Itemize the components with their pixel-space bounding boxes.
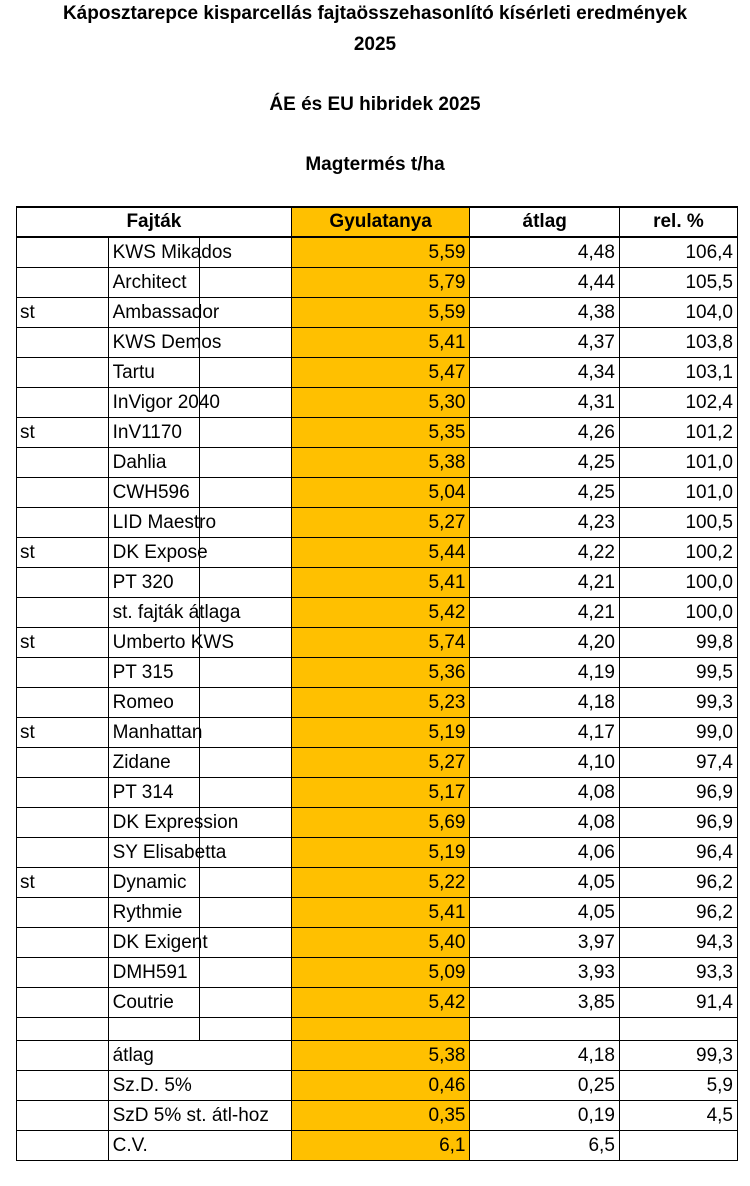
table-row [17,808,738,838]
table-row [17,838,738,868]
variety-name: DK Exigent [108,928,200,958]
summary-row [17,1131,738,1161]
standard-marker [17,448,109,478]
blank-cell [17,1041,109,1071]
rel-value: 106,4 [619,237,737,268]
summary-label: Sz.D. 5% [108,1071,291,1101]
atlag-value: 4,21 [470,598,619,628]
atlag-value: 3,85 [470,988,619,1018]
atlag-value: 4,34 [470,358,619,388]
standard-marker [17,688,109,718]
variety-name: PT 314 [108,778,200,808]
rel-value: 96,9 [619,808,737,838]
table-row [17,568,738,598]
standard-marker [17,237,109,268]
atlag-value: 3,97 [470,928,619,958]
standard-marker: st [17,628,109,658]
variety-name: SY Elisabetta [108,838,200,868]
table-row [17,237,738,268]
spacer-row [17,1018,738,1041]
variety-name: Umberto KWS [108,628,200,658]
blank-cell [200,538,292,568]
empty-cell [291,1018,470,1041]
standard-marker [17,598,109,628]
atlag-value: 4,05 [470,868,619,898]
summary-label: C.V. [108,1131,291,1161]
atlag-value: 4,18 [470,688,619,718]
table-row [17,778,738,808]
rel-value: 103,1 [619,358,737,388]
atlag-value: 4,31 [470,388,619,418]
rel-value: 100,2 [619,538,737,568]
standard-marker: st [17,538,109,568]
rel-value: 97,4 [619,748,737,778]
table-row [17,508,738,538]
variety-name: KWS Mikados [108,237,200,268]
summary-label: átlag [108,1041,291,1071]
blank-cell [200,868,292,898]
empty-cell [470,1018,619,1041]
variety-name: Rythmie [108,898,200,928]
variety-name: Zidane [108,748,200,778]
variety-name: PT 320 [108,568,200,598]
atlag-value: 4,23 [470,508,619,538]
atlag-value: 6,5 [470,1131,619,1161]
gyulatanya-value: 5,04 [291,478,470,508]
page-subtitle: ÁE és EU hibridek 2025 [269,94,481,115]
standard-marker [17,748,109,778]
atlag-value: 4,08 [470,778,619,808]
gyulatanya-value: 5,41 [291,898,470,928]
standard-marker [17,808,109,838]
standard-marker [17,928,109,958]
variety-name: Romeo [108,688,200,718]
page-title: Káposztarepce kisparcellás fajtaösszehasonlító kísérleti eredmények [62,3,688,24]
gyulatanya-value: 5,09 [291,958,470,988]
table-row [17,958,738,988]
rel-value: 96,9 [619,778,737,808]
table-row [17,358,738,388]
rel-value: 100,0 [619,568,737,598]
variety-name: Manhattan [108,718,200,748]
unit-title: Magtermés t/ha [305,154,445,175]
atlag-value: 4,22 [470,538,619,568]
table-row [17,868,738,898]
rel-value: 96,2 [619,868,737,898]
rel-value [619,1131,737,1161]
empty-cell [108,1018,200,1041]
gyulatanya-value: 5,27 [291,508,470,538]
table-row [17,298,738,328]
blank-cell [200,418,292,448]
empty-cell [200,1018,292,1041]
rel-value: 91,4 [619,988,737,1018]
atlag-value: 4,10 [470,748,619,778]
standard-marker: st [17,418,109,448]
gyulatanya-value: 5,27 [291,748,470,778]
table-row [17,688,738,718]
table-row [17,538,738,568]
variety-name: DK Expose [108,538,200,568]
rel-value: 105,5 [619,268,737,298]
rel-value: 104,0 [619,298,737,328]
rel-value: 102,4 [619,388,737,418]
gyulatanya-value: 5,23 [291,688,470,718]
standard-marker [17,778,109,808]
atlag-value: 4,18 [470,1041,619,1071]
variety-name: PT 315 [108,658,200,688]
empty-cell [17,1018,109,1041]
rel-value: 101,2 [619,418,737,448]
rel-value: 93,3 [619,958,737,988]
gyulatanya-value: 5,36 [291,658,470,688]
variety-name: Coutrie [108,988,200,1018]
atlag-value: 4,06 [470,838,619,868]
rel-value: 99,8 [619,628,737,658]
table-row [17,718,738,748]
table-body [17,237,738,1161]
variety-name: InVigor 2040 [108,388,200,418]
column-header-rel: rel. % [619,207,737,237]
blank-cell [200,448,292,478]
table-row [17,448,738,478]
blank-cell [200,718,292,748]
variety-name: KWS Demos [108,328,200,358]
empty-cell [619,1018,737,1041]
blank-cell [17,1101,109,1131]
variety-name: CWH596 [108,478,200,508]
table-row [17,268,738,298]
rel-value: 99,3 [619,688,737,718]
gyulatanya-value: 5,42 [291,988,470,1018]
standard-marker [17,658,109,688]
table-row [17,628,738,658]
rel-value: 5,9 [619,1071,737,1101]
standard-marker [17,568,109,598]
column-header-atlag: átlag [470,207,619,237]
table-row [17,418,738,448]
variety-name: Dynamic [108,868,200,898]
variety-name: Ambassador [108,298,200,328]
rel-value: 99,0 [619,718,737,748]
variety-name: Dahlia [108,448,200,478]
blank-cell [200,778,292,808]
rel-value: 96,4 [619,838,737,868]
summary-row [17,1041,738,1071]
table-row [17,658,738,688]
atlag-value: 4,25 [470,448,619,478]
variety-name: Architect [108,268,200,298]
atlag-value: 4,38 [470,298,619,328]
summary-row [17,1101,738,1131]
blank-cell [200,358,292,388]
blank-cell [200,268,292,298]
rel-value: 99,5 [619,658,737,688]
variety-name: st. fajták átlaga [108,598,200,628]
rel-value: 100,0 [619,598,737,628]
standard-marker: st [17,718,109,748]
gyulatanya-value: 5,41 [291,328,470,358]
variety-name: LID Maestro [108,508,200,538]
atlag-value: 0,19 [470,1101,619,1131]
standard-marker [17,358,109,388]
standard-marker [17,508,109,538]
table-row [17,748,738,778]
variety-name: Tartu [108,358,200,388]
standard-marker: st [17,868,109,898]
blank-cell [200,748,292,778]
blank-cell [200,928,292,958]
rel-value: 101,0 [619,448,737,478]
gyulatanya-value: 5,59 [291,298,470,328]
gyulatanya-value: 5,42 [291,598,470,628]
rel-value: 100,5 [619,508,737,538]
atlag-value: 4,25 [470,478,619,508]
atlag-value: 4,05 [470,898,619,928]
blank-cell [17,1131,109,1161]
standard-marker [17,388,109,418]
summary-row [17,1071,738,1101]
rel-value: 103,8 [619,328,737,358]
column-header-fajtak: Fajták [17,207,292,237]
gyulatanya-value: 0,46 [291,1071,470,1101]
standard-marker [17,328,109,358]
header-row [17,207,738,237]
standard-marker [17,988,109,1018]
rel-value: 4,5 [619,1101,737,1131]
atlag-value: 4,08 [470,808,619,838]
atlag-value: 4,48 [470,237,619,268]
atlag-value: 4,26 [470,418,619,448]
table-row [17,328,738,358]
gyulatanya-value: 5,19 [291,838,470,868]
gyulatanya-value: 5,40 [291,928,470,958]
variety-name: DMH591 [108,958,200,988]
blank-cell [200,958,292,988]
gyulatanya-value: 5,69 [291,808,470,838]
standard-marker [17,838,109,868]
atlag-value: 4,37 [470,328,619,358]
standard-marker [17,268,109,298]
atlag-value: 4,19 [470,658,619,688]
results-table [16,206,738,1161]
gyulatanya-value: 5,38 [291,448,470,478]
gyulatanya-value: 5,19 [291,718,470,748]
blank-cell [200,478,292,508]
atlag-value: 4,20 [470,628,619,658]
summary-label: SzD 5% st. átl-hoz [108,1101,291,1131]
gyulatanya-value: 0,35 [291,1101,470,1131]
rel-value: 96,2 [619,898,737,928]
atlag-value: 3,93 [470,958,619,988]
gyulatanya-value: 5,74 [291,628,470,658]
rel-value: 99,3 [619,1041,737,1071]
table-row [17,478,738,508]
atlag-value: 0,25 [470,1071,619,1101]
gyulatanya-value: 5,44 [291,538,470,568]
column-header-gyulatanya: Gyulatanya [291,207,470,237]
rel-value: 94,3 [619,928,737,958]
atlag-value: 4,17 [470,718,619,748]
gyulatanya-value: 5,41 [291,568,470,598]
standard-marker: st [17,298,109,328]
blank-cell [17,1071,109,1101]
atlag-value: 4,21 [470,568,619,598]
gyulatanya-value: 5,30 [291,388,470,418]
blank-cell [200,568,292,598]
blank-cell [200,688,292,718]
table-row [17,598,738,628]
table-row [17,988,738,1018]
gyulatanya-value: 5,79 [291,268,470,298]
table-row [17,898,738,928]
atlag-value: 4,44 [470,268,619,298]
blank-cell [200,898,292,928]
blank-cell [200,658,292,688]
standard-marker [17,898,109,928]
table-row [17,388,738,418]
gyulatanya-value: 5,22 [291,868,470,898]
standard-marker [17,958,109,988]
gyulatanya-value: 6,1 [291,1131,470,1161]
variety-name: InV1170 [108,418,200,448]
gyulatanya-value: 5,35 [291,418,470,448]
standard-marker [17,478,109,508]
gyulatanya-value: 5,17 [291,778,470,808]
rel-value: 101,0 [619,478,737,508]
gyulatanya-value: 5,38 [291,1041,470,1071]
page-title-year: 2025 [353,34,397,55]
blank-cell [200,988,292,1018]
table-row [17,928,738,958]
gyulatanya-value: 5,47 [291,358,470,388]
gyulatanya-value: 5,59 [291,237,470,268]
variety-name: DK Expression [108,808,200,838]
